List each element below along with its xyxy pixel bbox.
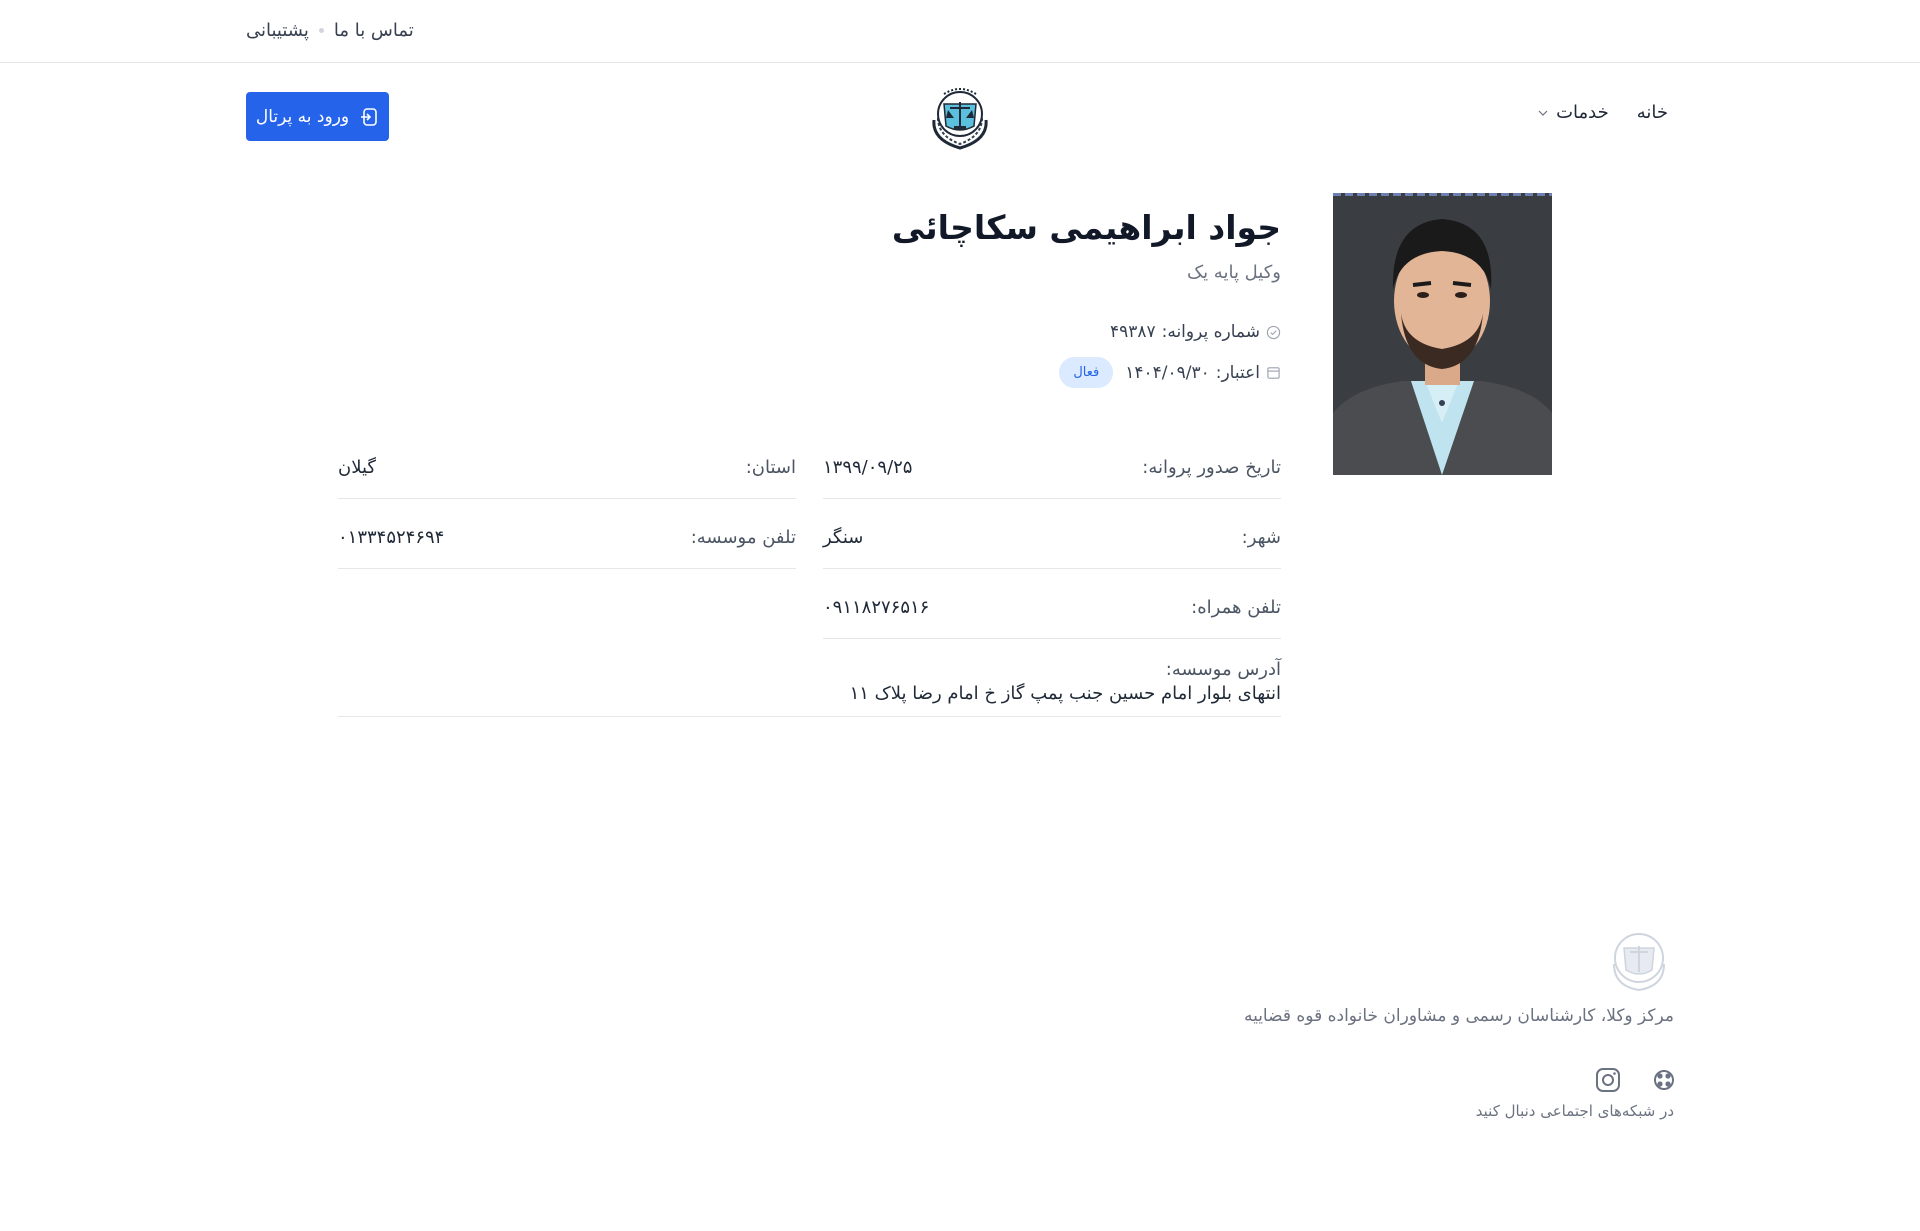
license-label: شماره پروانه: xyxy=(1161,322,1260,342)
portal-login-button[interactable] xyxy=(246,92,389,141)
nav-services[interactable] xyxy=(1538,102,1609,123)
mobile-label: تلفن همراه: xyxy=(1191,597,1281,618)
issue-date-value: ۱۳۹۹/۰۹/۲۵ xyxy=(823,457,913,478)
lawyer-photo xyxy=(1333,193,1552,475)
nav-home-label: خانه xyxy=(1636,102,1668,123)
top-links xyxy=(246,20,414,41)
validity-date: ۱۴۰۴/۰۹/۳۰ xyxy=(1125,362,1210,383)
office-phone-label: تلفن موسسه: xyxy=(690,527,796,548)
footer-org-name: مرکز وکلا، کارشناسان رسمی و مشاوران خانواده قوه قضاییه xyxy=(1243,1006,1674,1026)
address-label: آدرس موسسه: xyxy=(1165,659,1281,680)
login-icon xyxy=(359,107,379,127)
main-nav xyxy=(0,64,1920,169)
province-field xyxy=(338,449,796,499)
validity-label: اعتبار: xyxy=(1215,362,1260,383)
province-label: استان: xyxy=(745,457,796,478)
calendar-icon xyxy=(1266,365,1281,380)
province-value: گیلان xyxy=(338,457,376,478)
lawyer-title: وکیل پایه یک xyxy=(1186,262,1281,283)
license-number: ۴۹۳۸۷ xyxy=(1109,322,1156,342)
validity-row xyxy=(1059,357,1281,388)
issue-date-label: تاریخ صدور پروانه: xyxy=(1142,457,1281,478)
aparat-icon[interactable] xyxy=(1650,1066,1678,1094)
check-circle-icon xyxy=(1266,325,1281,340)
issue-date-field xyxy=(823,449,1281,499)
address-value: انتهای بلوار امام حسین جنب پمپ گاز خ امام رضا پلاک ۱۱ xyxy=(849,683,1281,704)
office-phone-field xyxy=(338,519,796,569)
contact-link[interactable]: تماس با ما xyxy=(333,20,414,41)
judiciary-logo xyxy=(924,80,996,152)
license-row xyxy=(1110,322,1281,342)
mobile-value[interactable]: ۰۹۱۱۸۲۷۶۵۱۶ xyxy=(823,597,930,618)
follow-text: در شبکه‌های اجتماعی دنبال کنید xyxy=(1475,1102,1674,1120)
nav-menu xyxy=(1538,102,1668,123)
mobile-field xyxy=(823,589,1281,639)
office-phone-value[interactable]: ۰۱۳۳۴۵۲۴۶۹۴ xyxy=(338,527,445,548)
city-label: شهر: xyxy=(1241,527,1281,548)
portrait-image xyxy=(1333,193,1552,475)
address-field xyxy=(338,659,1281,717)
chevron-down-icon xyxy=(1538,108,1548,118)
city-value: سنگر xyxy=(823,527,864,548)
portal-login-label: ورود به پرتال xyxy=(255,106,350,127)
separator-dot xyxy=(319,28,324,33)
social-links xyxy=(1594,1066,1678,1094)
instagram-icon[interactable] xyxy=(1594,1066,1622,1094)
lawyer-name: جواد ابراهیمی سکاچائی xyxy=(891,208,1281,247)
support-link[interactable]: پشتیبانی xyxy=(246,20,309,41)
city-field xyxy=(823,519,1281,569)
nav-home[interactable] xyxy=(1637,102,1668,123)
footer-logo xyxy=(1606,928,1672,994)
nav-services-label: خدمات xyxy=(1556,102,1609,123)
top-bar xyxy=(0,0,1920,63)
photo-top-dash xyxy=(1333,193,1552,196)
status-badge: فعال xyxy=(1059,357,1113,388)
